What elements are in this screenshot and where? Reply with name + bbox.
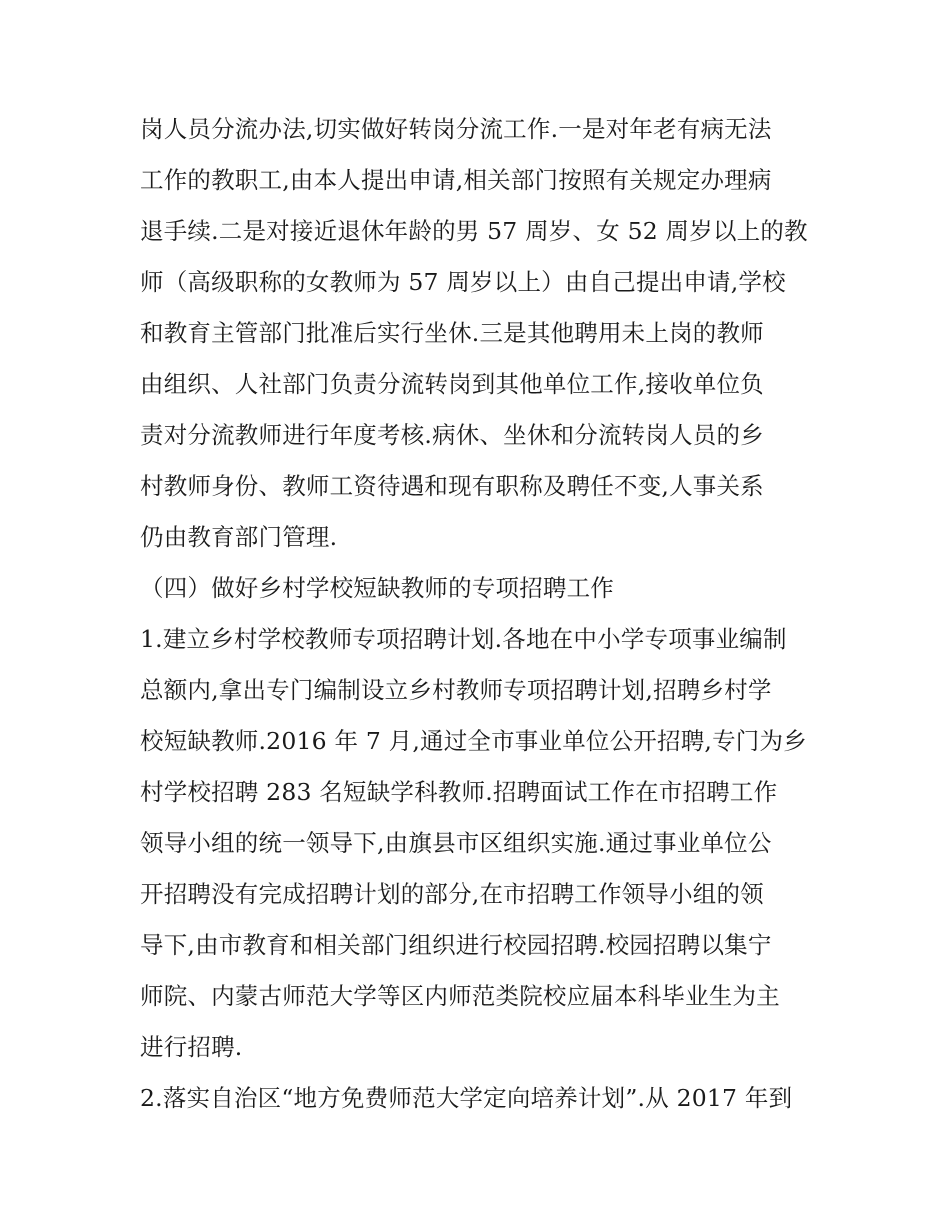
text-line-18: 师院、内蒙古师范大学等区内师范类院校应届本科毕业生为主 (140, 982, 780, 1010)
text-line-13: 校短缺教师.2016 年 7 月,通过全市事业单位公开招聘,专门为乡 (140, 727, 807, 755)
text-line-3: 退手续.二是对接近退休年龄的男 57 周岁、女 52 周岁以上的教 (140, 217, 808, 245)
text-line-16: 开招聘没有完成招聘计划的部分,在市招聘工作领导小组的领 (140, 880, 764, 908)
text-line-9: 仍由教育部门管理. (140, 523, 338, 551)
text-line-6: 由组织、人社部门负责分流转岗到其他单位工作,接收单位负 (140, 370, 764, 398)
text-line-8: 村教师身份、教师工资待遇和现有职称及聘任不变,人事关系 (140, 472, 764, 500)
text-line-7: 责对分流教师进行年度考核.病休、坐休和分流转岗人员的乡 (140, 421, 764, 449)
text-line-17: 导下,由市教育和相关部门组织进行校园招聘.校园招聘以集宁 (140, 931, 772, 959)
text-line-19: 进行招聘. (140, 1033, 243, 1061)
text-line-15: 领导小组的统一领导下,由旗县市区组织实施.通过事业单位公 (140, 829, 772, 857)
section-heading: （四）做好乡村学校短缺教师的专项招聘工作 (140, 574, 614, 602)
text-line-2: 工作的教职工,由本人提出申请,相关部门按照有关规定办理病 (140, 166, 772, 194)
text-line-11: 1.建立乡村学校教师专项招聘计划.各地在中小学专项事业编制 (140, 625, 787, 653)
text-line-14: 村学校招聘 283 名短缺学科教师.招聘面试工作在市招聘工作 (140, 778, 778, 806)
text-line-4: 师（高级职称的女教师为 57 周岁以上）由自己提出申请,学校 (140, 268, 786, 296)
text-line-1: 岗人员分流办法,切实做好转岗分流工作.一是对年老有病无法 (140, 115, 772, 143)
body-text (140, 104, 820, 1124)
text-line-20: 2.落实自治区“地方免费师范大学定向培养计划”.从 2017 年到 (140, 1084, 793, 1112)
text-line-5: 和教育主管部门批准后实行坐休.三是其他聘用未上岗的教师 (140, 319, 764, 347)
text-line-12: 总额内,拿出专门编制设立乡村教师专项招聘计划,招聘乡村学 (140, 676, 772, 704)
